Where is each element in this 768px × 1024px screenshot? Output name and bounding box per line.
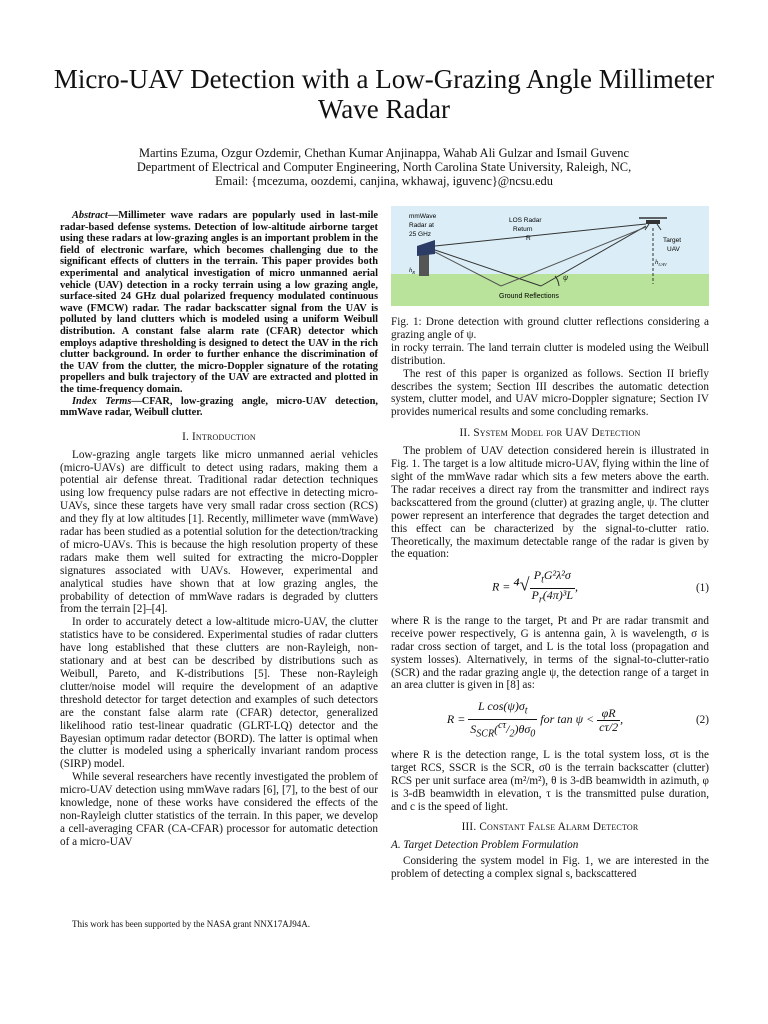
index-terms [60, 396, 378, 419]
uav-radar-diagram [391, 206, 709, 306]
paragraph: where R is the range to the target, Pt and Pr are radar transmit and receive power respectively, G is antenna gain, λ is wavelength, σ is radar cross section of target, and L is the total loss (propagation and system losses). Alternatively, in terms of the signal-to-clutter-ratio (SCR) and the radar grazing angle ψ, the detection range of a target in an area clutter is given in [8] as: [391, 614, 709, 692]
paragraph: where R is the detection range, L is the total system loss, σt is the target RCS, SSCR is the SCR, σ0 is the terrain backscatter (clutter) RCS per unit surface area (m²/m²), θ is 3-dB beamwidth in azimuth, φ is 3-dB beamwidth in elevation, τ is the transmitted pulse duration, and c is the speed of light. [391, 748, 709, 813]
h-uav-label: $h_{UAV}$ [655, 259, 667, 267]
index-terms-text: —CFAR, low-grazing angle, micro-UAV detection, mmWave radar, Weibull clutter. [60, 395, 378, 419]
section-heading-cfar: III. Constant False Alarm Detector [461, 821, 639, 834]
los-label: LOS Radar Return R [509, 217, 542, 242]
radar-label: mmWave Radar at 25 GHz [409, 213, 437, 238]
email-line: Email: {mcezuma, oozdemi, canjina, wkhawaj, iguvenc}@ncsu.edu [215, 174, 553, 188]
equation-2: R = $\frac{L \cos(\psi)\sigma_t}{S_{SCR}(^{c\tau}/_2)\theta\sigma_0}$ for tan ψ < $\frac{\varphi R}{c\tau/2}$ , (2) [446, 699, 709, 740]
h-r-label: $h_R$ [409, 267, 415, 275]
section-heading-system-model: II. System Model for UAV Detection [459, 427, 641, 440]
abstract [60, 210, 378, 396]
abstract-text: —Millimeter wave radars are popularly used in last-mile radar-based defense systems. Detection of low-altitude airborne target using these radars at low-grazing angles is an important problem in the field of electronic warfare, which becomes challenging due to the significant effects of clutters in the terrain. This paper provides both experimental and analytical investigation of micro unmanned aerial vehicle (UAV) detection in a rocky terrain using a low grazing angle, surface-sited 24 GHz dual polarized frequency modulated continuous wave (FMCW) radar. The radar backscatter signal from the UAV is polluted by land clutters which is modeled using a uniform Weibull distribution. A constant false alarm rate (CFAR) detector which employs adaptive thresholding is designed to detect the UAV in the rich clutter background. In order to further enhance the discrimination of the UAV from the clutter, the micro-Doppler signature of the rotating propellers and bulk trajectory of the UAV are extracted and plotted in the time-frequency domain. [60, 210, 378, 395]
paragraph: Low-grazing angle targets like micro unmanned aerial vehicles (micro-UAVs) are difficult to detect using radars, making them a potential air defense threat. Traditional radar detection techniques using low frequency pulse radars are not effective in detecting micro-UAVs, since these targets have very small radar cross section (RCS) and they fly at low altitudes [1]. Recently, millimeter wave (mmWave) radar has been studied as a potential solution for the detection/tracking of micro-UAVs. This is because the high resolution property of these radars make them well suited for extracting the micro-Doppler signatures associated with UAVs. However, experimental and analytical studies have shown that at low grazing angles, the probability of detection of mmWave radars is degraded by clutters from the terrain [2]–[4]. [60, 448, 378, 616]
psi-label: ψ [563, 273, 568, 282]
ground-label: Ground Reflections [499, 293, 559, 300]
section-heading-introduction: I. Introduction [182, 430, 256, 443]
paragraph: The rest of this paper is organized as follows. Section II briefly describes the system; Section III describes the automatic detection system, clutter model, and UAV micro-Doppler signature; Section IV provides numerical results and some concluding remarks. [391, 367, 709, 419]
figure-1 [391, 206, 709, 306]
footnote: This work has been supported by the NASA grant NNX17AJ94A. [72, 919, 310, 929]
index-terms-label: Index Terms [72, 395, 132, 407]
paragraph: In order to accurately detect a low-altitude micro-UAV, the clutter statistics have to be considered. Experimental studies of radar clutters have long established that these clutters are non-Rayleigh, non-stationary and at best can be described by distributions such as Weibull, Pareto, and K-distributions [5]. These non-Rayleigh clutter/noise model will require the development of an adaptive threshold detector for target detection and examples of such detectors are the constant false alarm rate (CFAR) detector, generalized likelihood ratio test-linear quadratic (GLRT-LQ) detector and the Bayesian optimum radar detector (BORD). The latter is optimal when the clutter is modeled using a spherically invariant random process (SIRP) model. [60, 616, 378, 771]
equation-number: (2) [695, 714, 709, 727]
subsection-heading: A. Target Detection Problem Formulation [391, 839, 579, 852]
left-column [60, 210, 378, 849]
paragraph: The problem of UAV detection considered herein is illustrated in Fig. 1. The target is a low altitude micro-UAV, flying within the line of sight of the mmWave radar which sits a few meters above the earth. The radar receives a direct ray from the transmitter and indirect rays backscattered from the ground (clutter) at grazing angle, ψ. The clutter power represent an interference that degrades the target detection and this effect can be characterized by the signal-to-clutter ratio. Theoretically, the maximum detectable range of the radar is given by the equation: [391, 445, 709, 561]
equation-number: (1) [695, 581, 709, 594]
author-block [40, 146, 728, 188]
paragraph: in rocky terrain. The land terrain clutter is modeled using the Weibull distribution. [391, 341, 709, 367]
author-names: Martins Ezuma, Ozgur Ozdemir, Chethan Kumar Anjinappa, Wahab Ali Gulzar and Ismail Guvenc [139, 146, 629, 160]
abstract-label: Abstract [72, 210, 108, 221]
target-label: Target UAV [663, 237, 682, 253]
paper-title: Micro-UAV Detection with a Low-Grazing Angle Millimeter Wave Radar [53, 64, 715, 124]
figure-caption: Fig. 1: Drone detection with ground clutter reflections considering a grazing angle of ψ. [391, 316, 709, 341]
paragraph: While several researchers have recently investigated the problem of micro-UAV detection using mmWave radars [6], [7], to the best of our knowledge, none of these works have considered the effects of the non-Rayleigh clutter statistics of the terrain. In this paper, we develop a cell-averaging CFAR (CA-CFAR) processor for automatic detection of a micro-UAV [60, 771, 378, 848]
paragraph: Considering the system model in Fig. 1, we are interested in the problem of detecting a complex signal s, backscattered [391, 855, 709, 881]
right-column [391, 210, 709, 881]
equation-1: R = ⁴√ $\frac{P_tG^2\lambda^2\sigma}{P_r(4\pi)^3L}$ , (1) [491, 568, 709, 605]
affiliation: Department of Electrical and Computer Engineering, North Carolina State University, Raleigh, NC, [136, 160, 632, 174]
